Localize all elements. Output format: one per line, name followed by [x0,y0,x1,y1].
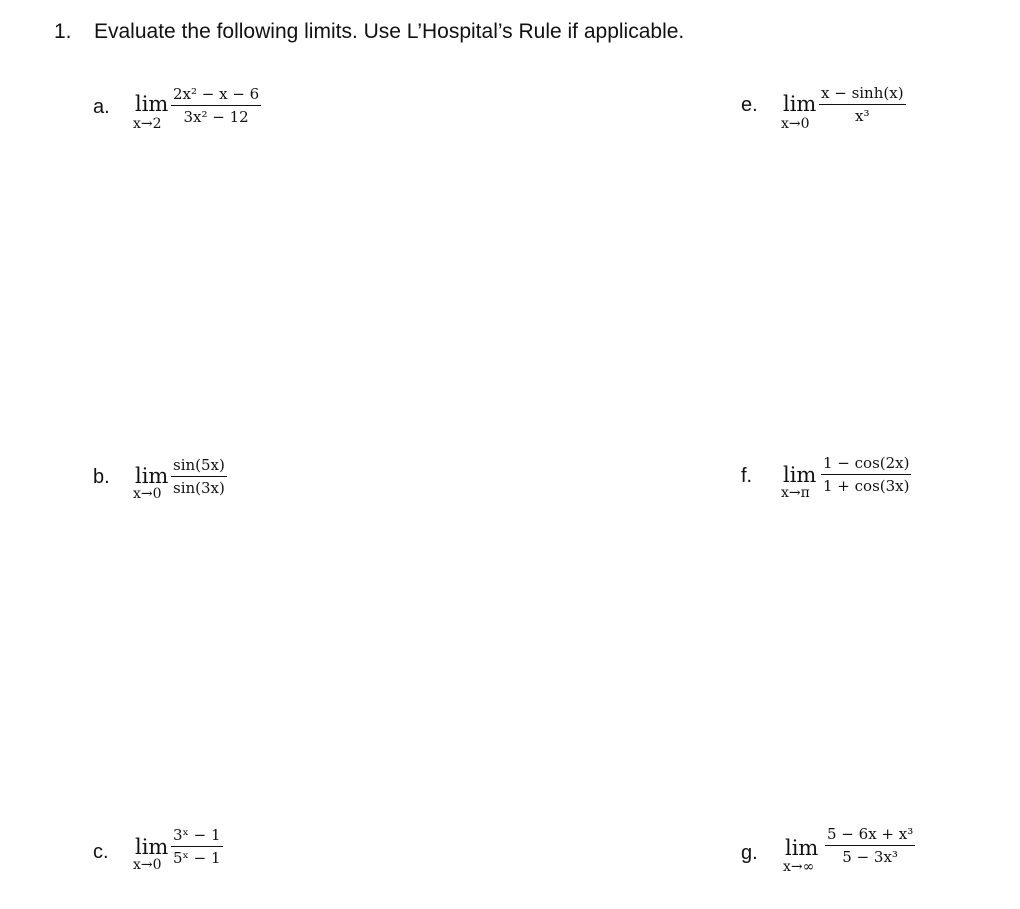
numerator: 3ˣ − 1 [173,826,221,844]
limit-operator: lim [785,836,819,860]
problem-label: f. [741,465,753,487]
denominator: x³ [855,107,870,125]
fraction [819,84,906,125]
limit-operator: lim [135,835,169,859]
denominator: 5ˣ − 1 [173,849,221,867]
limit-approach: x→0 [133,486,162,502]
problem-b [93,455,353,515]
limit-approach: x→∞ [783,859,815,875]
problem-label: g. [741,842,758,864]
fraction [821,454,911,495]
denominator: 3x² − 12 [183,108,249,126]
fraction [171,85,261,126]
fraction [171,826,223,867]
denominator: 1 + cos(3x) [823,477,910,495]
limit-operator: lim [783,92,817,116]
limit-approach: x→2 [133,116,162,132]
numerator: 1 − cos(2x) [823,454,910,472]
limit-approach: x→0 [133,857,162,873]
problem-label: b. [93,466,110,488]
problem-g [741,825,1001,885]
question-number: 1. [54,20,72,43]
numerator: 5 − 6x + x³ [827,825,914,843]
problem-label: e. [741,94,758,116]
denominator: 5 − 3x³ [842,848,898,866]
problem-label: c. [93,841,109,863]
problem-label: a. [93,96,110,118]
denominator: sin(3x) [173,479,225,497]
numerator: 2x² − x − 6 [173,85,260,103]
problem-f [741,454,1001,514]
numerator: sin(5x) [173,456,225,474]
limit-approach: x→0 [781,116,810,132]
limit-operator: lim [783,463,817,487]
fraction [825,825,915,866]
limit-approach: x→π [781,485,810,501]
limit-operator: lim [135,92,169,116]
fraction [171,456,227,497]
question-instruction: Evaluate the following limits. Use L’Hospital’s Rule if applicable. [94,20,685,43]
problem-a [93,86,353,146]
limit-operator: lim [135,464,169,488]
problem-e [741,84,1001,144]
numerator: x − sinh(x) [821,84,904,102]
problem-c [93,826,353,886]
